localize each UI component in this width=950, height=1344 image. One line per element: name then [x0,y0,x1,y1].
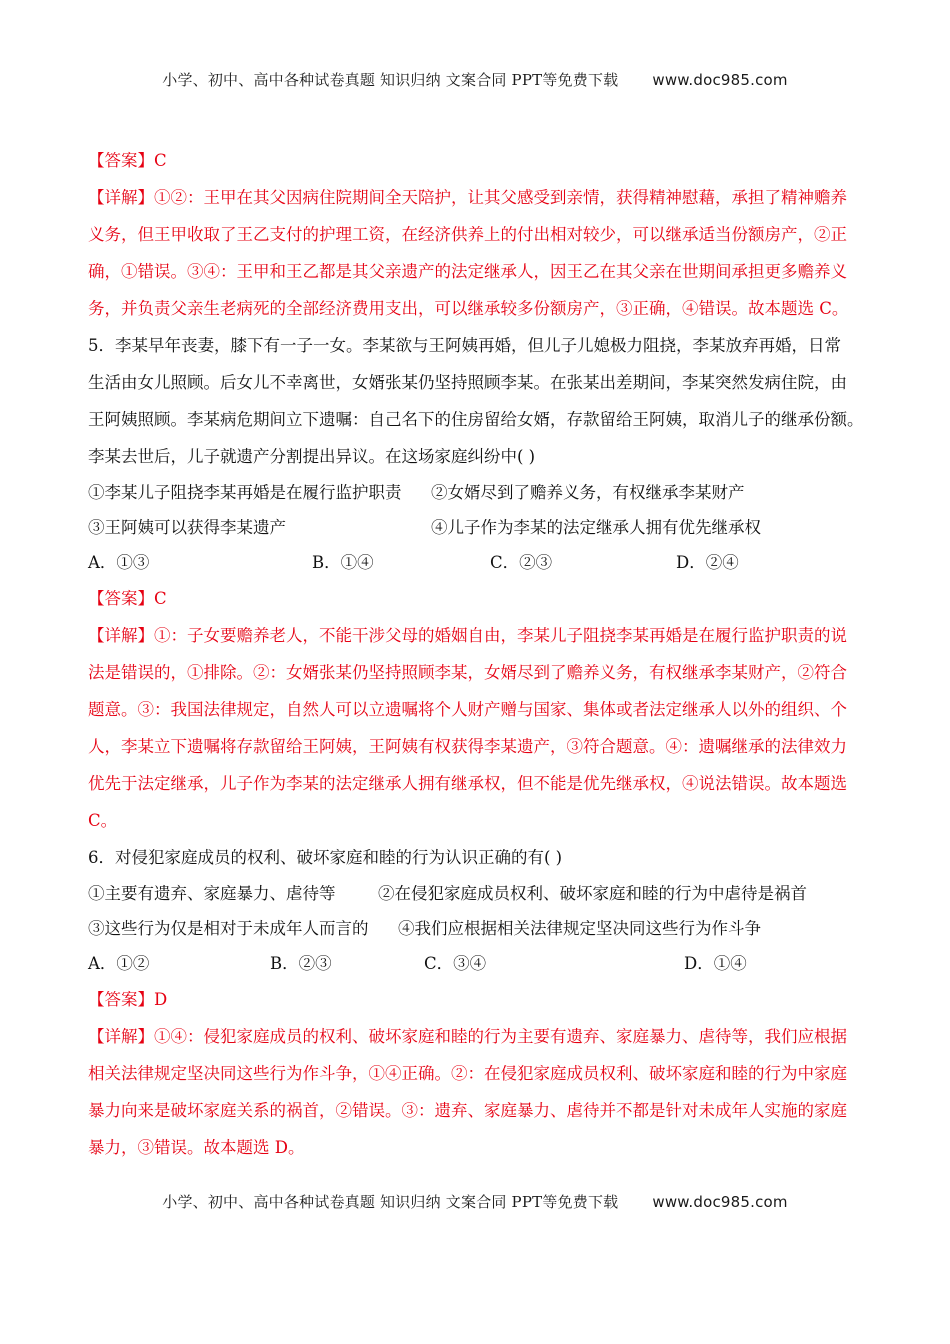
footer-text: 小学、初中、高中各种试卷真题 知识归纳 文案合同 PPT等免费下载 [162,1193,619,1211]
q5-stem-line: 5．李某早年丧妻，膝下有一子一女。李某欲与王阿姨再婚，但儿子儿媳极力阻挠，李某放弃再婚，日常 [88,336,841,355]
q5-explain-line: 优先于法定继承，儿子作为李某的法定继承人拥有继承权，但不能是优先继承权，④说法错误。故本题选 [88,774,847,793]
q6-option-b[interactable]: B．②③ [270,954,332,973]
q6-option-d[interactable]: D．①④ [684,954,747,973]
q5-explain-line: C。 [88,811,118,830]
q5-option-d[interactable]: D．②④ [676,553,739,572]
q5-statement: ②女婿尽到了赡养义务，有权继承李某财产 [431,483,745,502]
answer-tag: 【答案】 [88,151,154,170]
answer-value: C [154,151,167,170]
q6-statement: ③这些行为仅是相对于未成年人而言的 [88,919,369,938]
explain-tag: 【详解】 [88,1027,154,1046]
answer-tag: 【答案】 [88,589,154,608]
q6-option-a[interactable]: A．①② [88,954,150,973]
page-footer [0,1191,950,1212]
q5-statement: ③王阿姨可以获得李某遗产 [88,518,286,537]
q6-answer [88,981,866,1018]
q6-explain-line: 相关法律规定坚决同这些行为作斗争，①④正确。②：在侵犯家庭成员权利、破坏家庭和睦的行为中家庭 [88,1064,847,1083]
q6-options-row [88,946,866,981]
q5-option-c[interactable]: C．②③ [490,553,553,572]
q5-explain-line: 法是错误的，①排除。②：女婿张某仍坚持照顾李某，女婿尽到了赡养义务，有权继承李某财产，②符合 [88,663,847,682]
answer-tag: 【答案】 [88,990,154,1009]
q4-explain-line: 【详解】①②：王甲在其父因病住院期间全天陪护，让其父感受到亲情，获得精神慰藉，承担了精神赡养 [88,188,847,207]
q6-explain-line: 【详解】①④：侵犯家庭成员的权利、破坏家庭和睦的行为主要有遗弃、家庭暴力、虐待等，我们应根据 [88,1027,847,1046]
q5-stem-line: 王阿姨照顾。李某病危期间立下遗嘱：自己名下的住房留给女婿，存款留给王阿姨，取消儿子的继承份额。 [88,410,864,429]
q6-stem: 6．对侵犯家庭成员的权利、破坏家庭和睦的行为认识正确的有( ) [88,848,563,867]
q5-statement: ④儿子作为李某的法定继承人拥有优先继承权 [431,518,761,537]
header-text: 小学、初中、高中各种试卷真题 知识归纳 文案合同 PPT等免费下载 [162,71,619,89]
q4-answer [88,142,866,179]
q6-option-c[interactable]: C．③④ [424,954,487,973]
q6-explain-line: 暴力向来是破坏家庭关系的祸首，②错误。③：遗弃、家庭暴力、虐待并不都是针对未成年人实施的家庭 [88,1101,847,1120]
q4-explain-line: 务，并负责父亲生老病死的全部经济费用支出，可以继承较多份额房产，③正确，④错误。故本题选 C。 [88,299,849,318]
document-body [88,142,866,1166]
q5-statements-row [88,510,866,545]
q5-stem-line: 李某去世后，儿子就遗产分割提出异议。在这场家庭纠纷中( ) [88,447,536,466]
q6-statement: ②在侵犯家庭成员权利、破坏家庭和睦的行为中虐待是祸首 [378,884,807,903]
explain-tag: 【详解】 [88,188,154,207]
q6-statement: ①主要有遗弃、家庭暴力、虐待等 [88,884,336,903]
q5-explain-line: 【详解】①：子女要赡养老人，不能干涉父母的婚姻自由，李某儿子阻挠李某再婚是在履行监护职责的说 [88,626,847,645]
answer-value: C [154,589,167,608]
q5-statements-row [88,475,866,510]
q4-explain-line: 义务，但王甲收取了王乙支付的护理工资，在经济供养上的付出相对较少，可以继承适当份额房产，②正 [88,225,847,244]
q5-options-row [88,545,866,580]
q5-option-a[interactable]: A．①③ [88,553,150,572]
q5-explain-line: 人，李某立下遗嘱将存款留给王阿姨，王阿姨有权获得李某遗产，③符合题意。④：遗嘱继承的法律效力 [88,737,847,756]
header-url[interactable]: www.doc985.com [652,71,788,89]
q5-explain-line: 题意。③：我国法律规定，自然人可以立遗嘱将个人财产赠与国家、集体或者法定继承人以外的组织、个 [88,700,847,719]
q6-statement: ④我们应根据相关法律规定坚决同这些行为作斗争 [398,919,761,938]
q6-explain-line: 暴力，③错误。故本题选 D。 [88,1138,305,1157]
q6-statements-row [88,911,866,946]
page-header [0,69,950,90]
explain-tag: 【详解】 [88,626,154,645]
q5-stem-line: 生活由女儿照顾。后女儿不幸离世，女婿张某仍坚持照顾李某。在张某出差期间，李某突然发病住院，由 [88,373,847,392]
q4-explain-line: 确，①错误。③④：王甲和王乙都是其父亲遗产的法定继承人，因王乙在其父亲在世期间承担更多赡养义 [88,262,847,281]
q5-option-b[interactable]: B．①④ [312,553,374,572]
q5-statement: ①李某儿子阻挠李某再婚是在履行监护职责 [88,483,402,502]
q5-answer [88,580,866,617]
footer-url[interactable]: www.doc985.com [652,1193,788,1211]
q6-statements-row [88,876,866,911]
answer-value: D [154,990,168,1009]
